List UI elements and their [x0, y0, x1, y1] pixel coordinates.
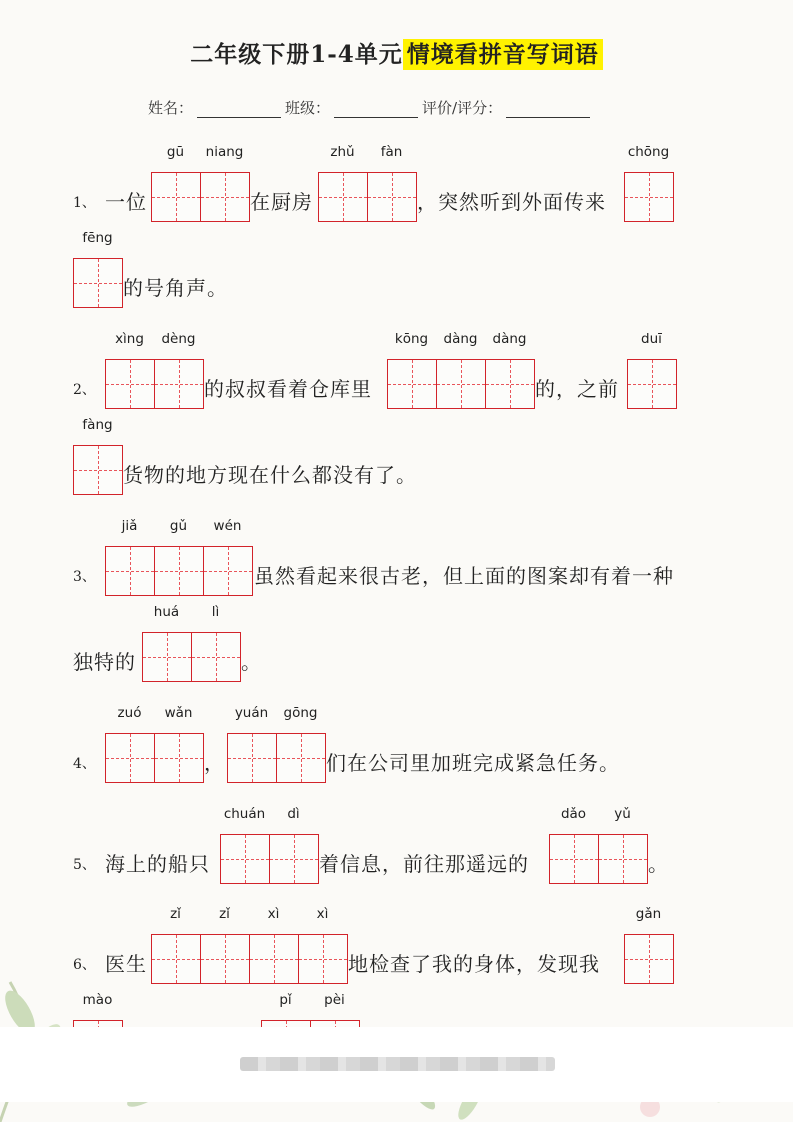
- question-6-cont: mào pǐ pèi: [73, 1020, 793, 1070]
- question-1: 1、 一位 gū niang 在厨房 zhǔ fàn ，突然听到外面传来 chōng: [73, 172, 793, 222]
- blurred-caption: [240, 1057, 555, 1071]
- question-4: 4、 zuó wǎn ， yuán gōng 们在公司里加班完成紧急任务。: [73, 733, 793, 783]
- question-3: 3、 jiǎ gǔ wén 虽然看起来很古老，但上面的图案却有着一种: [73, 546, 793, 596]
- score-blank[interactable]: [506, 101, 590, 118]
- name-blank[interactable]: [197, 101, 281, 118]
- question-3-cont: 独特的 huá lì 。: [73, 632, 793, 682]
- question-2-cont: fàng 货物的地方现在什么都没有了。: [73, 445, 793, 495]
- page-title: 二年级下册1-4单元 情境看拼音写词语: [0, 36, 793, 69]
- question-5: 5、 海上的船只 chuán dì 着信息，前往那遥远的 dǎo yǔ 。: [73, 834, 793, 884]
- student-info: 姓名： 班级： 评价/评分：: [148, 97, 594, 118]
- question-1-cont: fēng 的号角声。: [73, 258, 793, 308]
- question-6: 6、 医生 zǐ zǐ xì xì 地检查了我的身体，发现我 gǎn: [73, 934, 793, 984]
- class-blank[interactable]: [334, 101, 418, 118]
- question-2: 2、 xìng dèng 的叔叔看着仓库里 kōng dàng dàng 的，之前 duī: [73, 359, 793, 409]
